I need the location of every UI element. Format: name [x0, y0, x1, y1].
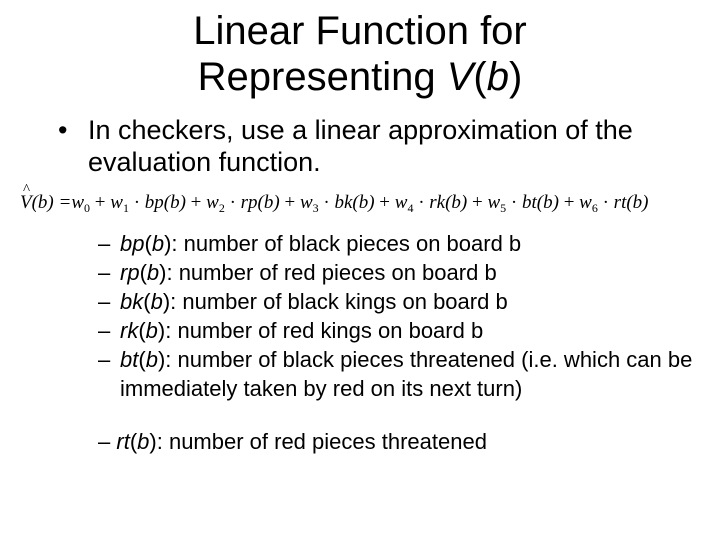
formula-feature: bp(b): [144, 192, 186, 213]
formula-term: + $w_4 \cdot rk(b)$: [374, 192, 468, 215]
title-paren-open: (: [473, 55, 487, 99]
definition-item: – bk(b): number of black kings on board b: [98, 289, 508, 314]
formula-weight: w: [579, 192, 592, 213]
formula-weight-sub: 6: [591, 201, 598, 215]
definition-arg: b: [145, 347, 158, 372]
formula-feature: bt(b): [522, 192, 559, 213]
definition-arg: b: [145, 318, 158, 343]
formula-weight: w: [487, 192, 501, 213]
definition-feature: bk: [120, 289, 144, 314]
definition-dash: –: [98, 429, 111, 454]
definition-arg: b: [146, 260, 160, 285]
bullet-text: In checkers, use a linear approximation of the evaluation function.: [88, 115, 633, 177]
feature-definitions: [98, 229, 698, 403]
title-line-2-text: Representing: [197, 55, 447, 99]
formula-feature: rp(b): [240, 192, 280, 213]
definition-item: – rp(b): number of red pieces on board b: [98, 260, 497, 285]
formula-lhs: [20, 190, 71, 216]
formula-weight-sub: 4: [407, 201, 414, 215]
formula-weight: w: [206, 192, 219, 213]
definition-desc: : number of black pieces threatened (i.e. which can be immediately taken by red on its next turn): [120, 347, 693, 401]
formula-feature: rt(b): [613, 192, 649, 213]
formula-w0-sub: 0: [84, 201, 91, 215]
definition-desc: : number of red kings on board b: [165, 318, 484, 343]
definition-feature: rp: [120, 260, 140, 285]
definition-desc: : number of black pieces on board b: [171, 231, 522, 256]
definition-desc: : number of black kings on board b: [170, 289, 508, 314]
title-line-1: Linear Function for: [193, 9, 527, 53]
bullet-marker: •: [58, 115, 68, 145]
slide-title: [0, 8, 720, 100]
formula-term: + $w_3 \cdot bk(b)$: [279, 192, 375, 215]
definition-dash: –: [98, 231, 111, 256]
definition-feature: rk: [120, 318, 139, 343]
formula-feature: rk(b): [429, 192, 468, 213]
formula-lhs-text: V(b) =: [20, 192, 72, 213]
definition-item: – rk(b): number of red kings on board b: [98, 318, 484, 343]
formula-w0: w: [71, 192, 85, 213]
definition-arg: b: [150, 289, 163, 314]
definition-dash: –: [98, 260, 111, 285]
definition-dash: –: [98, 347, 111, 372]
formula-weight: w: [394, 192, 408, 213]
definition-desc: : number of red pieces threatened: [156, 429, 487, 454]
main-bullet: [58, 114, 678, 178]
definition-rt: – rt(b): number of red pieces threatened: [98, 429, 487, 454]
definition-dash: –: [98, 289, 111, 314]
evaluation-formula: [20, 190, 710, 221]
definition-desc: : number of red pieces on board b: [166, 260, 497, 285]
definition-item: – bt(b): number of black pieces threatened (i.e. which can be immediately taken by red on its next turn): [98, 347, 693, 401]
definition-arg: b: [151, 231, 165, 256]
formula-weight-sub: 3: [312, 201, 319, 215]
formula-weight: w: [299, 192, 313, 213]
title-paren-close: ): [508, 55, 523, 99]
formula-term: + $w_5 \cdot bt(b)$: [467, 192, 559, 215]
formula-terms: [90, 192, 648, 213]
formula-weight-sub: 2: [218, 201, 225, 215]
formula-term: + $w_2 \cdot rp(b)$: [185, 192, 280, 215]
title-v: V: [446, 55, 474, 99]
formula-weight: w: [110, 192, 123, 213]
formula-weight-sub: 1: [122, 201, 129, 215]
definition-arg: b: [137, 429, 150, 454]
formula-weight-sub: 5: [500, 201, 507, 215]
formula-term: + $w_1 \cdot bp(b)$: [90, 192, 186, 215]
title-line-2: [0, 54, 720, 100]
formula-term: + $w_6 \cdot rt(b)$: [558, 192, 649, 215]
title-b: b: [486, 55, 509, 99]
definition-item: – bp(b): number of black pieces on board b: [98, 231, 522, 256]
formula-feature: bk(b): [334, 192, 375, 213]
definition-dash: –: [98, 318, 111, 343]
definition-feature: bp: [120, 231, 145, 256]
definition-feature: bt: [120, 347, 139, 372]
definition-feature: rt: [116, 429, 130, 454]
